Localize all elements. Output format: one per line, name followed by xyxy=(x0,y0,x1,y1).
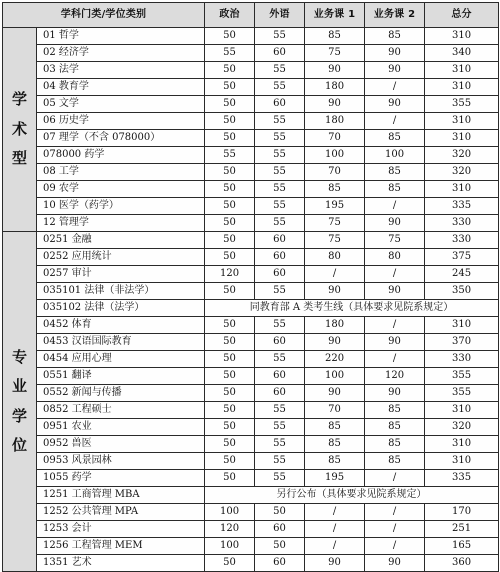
subject-name: 0452 体育 xyxy=(37,317,205,334)
table-row xyxy=(3,419,499,436)
table-row xyxy=(3,555,499,572)
table-row xyxy=(3,164,499,181)
subject-name: 0952 兽医 xyxy=(37,436,205,453)
subject-name: 1055 药学 xyxy=(37,470,205,487)
subject-name: 07 理学（不含 078000） xyxy=(37,130,205,147)
course1-score: 80 xyxy=(305,249,365,266)
course1-score: 90 xyxy=(305,334,365,351)
subject-name: 03 法学 xyxy=(37,62,205,79)
foreign-score: 55 xyxy=(255,317,305,334)
table-row xyxy=(3,402,499,419)
subject-name: 05 文学 xyxy=(37,96,205,113)
course1-score: 85 xyxy=(305,453,365,470)
course2-score: 90 xyxy=(365,215,425,232)
foreign-score: 55 xyxy=(255,215,305,232)
foreign-score: 60 xyxy=(255,249,305,266)
table-row xyxy=(3,215,499,232)
table-row xyxy=(3,487,499,504)
total-score: 245 xyxy=(425,266,499,283)
category-char: 型 xyxy=(11,149,27,168)
subject-name: 08 工学 xyxy=(37,164,205,181)
course2-score: 90 xyxy=(365,62,425,79)
category-label xyxy=(3,232,37,572)
total-score: 355 xyxy=(425,96,499,113)
category-char: 位 xyxy=(11,436,27,454)
table-row xyxy=(3,351,499,368)
header-course-2: 业务课 2 xyxy=(365,3,425,28)
course2-score: / xyxy=(365,113,425,130)
politics-score: 50 xyxy=(205,470,255,487)
header-total: 总分 xyxy=(425,3,499,28)
course2-score: 75 xyxy=(365,232,425,249)
foreign-score: 55 xyxy=(255,283,305,300)
course2-score: 100 xyxy=(365,147,425,164)
total-score: 350 xyxy=(425,283,499,300)
course1-score: 75 xyxy=(305,45,365,62)
politics-score: 50 xyxy=(205,28,255,45)
politics-score: 50 xyxy=(205,436,255,453)
total-score: 310 xyxy=(425,79,499,96)
total-score: 165 xyxy=(425,538,499,555)
table-row xyxy=(3,45,499,62)
politics-score: 50 xyxy=(205,96,255,113)
foreign-score: 55 xyxy=(255,198,305,215)
course1-score: 70 xyxy=(305,402,365,419)
header-politics: 政治 xyxy=(205,3,255,28)
table-row xyxy=(3,147,499,164)
subject-name: 12 管理学 xyxy=(37,215,205,232)
politics-score: 50 xyxy=(205,130,255,147)
foreign-score: 60 xyxy=(255,555,305,572)
politics-score: 100 xyxy=(205,538,255,555)
course1-score: 90 xyxy=(305,283,365,300)
course1-score: 85 xyxy=(305,436,365,453)
course2-score: / xyxy=(365,538,425,555)
foreign-score: 55 xyxy=(255,147,305,164)
course2-score: 85 xyxy=(365,402,425,419)
table-row xyxy=(3,334,499,351)
subject-name: 0252 应用统计 xyxy=(37,249,205,266)
course1-score: / xyxy=(305,266,365,283)
politics-score: 50 xyxy=(205,232,255,249)
table-row xyxy=(3,300,499,317)
course2-score: / xyxy=(365,317,425,334)
row-note: 同教育部 A 类考生线（具体要求见院系规定） xyxy=(205,300,499,317)
course1-score: 180 xyxy=(305,317,365,334)
course1-score: / xyxy=(305,521,365,538)
foreign-score: 55 xyxy=(255,419,305,436)
foreign-score: 55 xyxy=(255,436,305,453)
foreign-score: 55 xyxy=(255,351,305,368)
politics-score: 50 xyxy=(205,453,255,470)
subject-name: 0454 应用心理 xyxy=(37,351,205,368)
subject-name: 10 医学（药学） xyxy=(37,198,205,215)
politics-score: 50 xyxy=(205,249,255,266)
course1-score: 85 xyxy=(305,181,365,198)
subject-name: 09 农学 xyxy=(37,181,205,198)
foreign-score: 50 xyxy=(255,504,305,521)
course1-score: 70 xyxy=(305,164,365,181)
table-row xyxy=(3,453,499,470)
total-score: 320 xyxy=(425,147,499,164)
foreign-score: 60 xyxy=(255,266,305,283)
table-row xyxy=(3,266,499,283)
subject-name: 0453 汉语国际教育 xyxy=(37,334,205,351)
course1-score: / xyxy=(305,504,365,521)
subject-name: 0251 金融 xyxy=(37,232,205,249)
table-row xyxy=(3,28,499,45)
course1-score: 75 xyxy=(305,232,365,249)
category-char: 学 xyxy=(11,406,27,425)
table-row xyxy=(3,232,499,249)
course2-score: 120 xyxy=(365,368,425,385)
foreign-score: 55 xyxy=(255,402,305,419)
total-score: 310 xyxy=(425,317,499,334)
course2-score: 85 xyxy=(365,453,425,470)
total-score: 320 xyxy=(425,164,499,181)
table-row xyxy=(3,113,499,130)
course1-score: 75 xyxy=(305,215,365,232)
course1-score: 220 xyxy=(305,351,365,368)
table-row xyxy=(3,521,499,538)
total-score: 310 xyxy=(425,28,499,45)
course2-score: 85 xyxy=(365,130,425,147)
table-row xyxy=(3,436,499,453)
header-row xyxy=(3,3,499,28)
course1-score: 70 xyxy=(305,130,365,147)
foreign-score: 50 xyxy=(255,538,305,555)
politics-score: 50 xyxy=(205,62,255,79)
total-score: 310 xyxy=(425,62,499,79)
total-score: 310 xyxy=(425,453,499,470)
total-score: 310 xyxy=(425,402,499,419)
subject-name: 035102 法律（法学） xyxy=(37,300,205,317)
header-subject: 学科门类/学位类别 xyxy=(3,3,205,28)
course2-score: / xyxy=(365,504,425,521)
politics-score: 50 xyxy=(205,351,255,368)
total-score: 335 xyxy=(425,198,499,215)
foreign-score: 60 xyxy=(255,521,305,538)
course2-score: 85 xyxy=(365,181,425,198)
foreign-score: 55 xyxy=(255,164,305,181)
score-table xyxy=(2,2,499,572)
course2-score: / xyxy=(365,470,425,487)
subject-name: 06 历史学 xyxy=(37,113,205,130)
course2-score: 85 xyxy=(365,28,425,45)
course1-score: 195 xyxy=(305,470,365,487)
total-score: 310 xyxy=(425,113,499,130)
foreign-score: 60 xyxy=(255,96,305,113)
course2-score: 85 xyxy=(365,436,425,453)
course2-score: / xyxy=(365,351,425,368)
total-score: 251 xyxy=(425,521,499,538)
total-score: 360 xyxy=(425,555,499,572)
subject-name: 04 教育学 xyxy=(37,79,205,96)
politics-score: 50 xyxy=(205,181,255,198)
table-body xyxy=(3,28,499,572)
politics-score: 50 xyxy=(205,402,255,419)
course2-score: / xyxy=(365,198,425,215)
course2-score: 90 xyxy=(365,96,425,113)
course2-score: 85 xyxy=(365,419,425,436)
table-row xyxy=(3,538,499,555)
foreign-score: 55 xyxy=(255,113,305,130)
course2-score: 90 xyxy=(365,385,425,402)
politics-score: 50 xyxy=(205,555,255,572)
total-score: 330 xyxy=(425,215,499,232)
subject-name: 1351 艺术 xyxy=(37,555,205,572)
politics-score: 120 xyxy=(205,266,255,283)
header-course-1: 业务课 1 xyxy=(305,3,365,28)
total-score: 310 xyxy=(425,130,499,147)
politics-score: 50 xyxy=(205,368,255,385)
course1-score: 180 xyxy=(305,113,365,130)
course2-score: 90 xyxy=(365,45,425,62)
foreign-score: 55 xyxy=(255,453,305,470)
subject-name: 0953 风景园林 xyxy=(37,453,205,470)
table-row xyxy=(3,368,499,385)
politics-score: 50 xyxy=(205,317,255,334)
course1-score: 85 xyxy=(305,28,365,45)
category-char: 术 xyxy=(11,119,27,138)
total-score: 330 xyxy=(425,232,499,249)
course1-score: 195 xyxy=(305,198,365,215)
subject-name: 035101 法律（非法学） xyxy=(37,283,205,300)
total-score: 370 xyxy=(425,334,499,351)
politics-score: 50 xyxy=(205,215,255,232)
course2-score: / xyxy=(365,266,425,283)
foreign-score: 60 xyxy=(255,368,305,385)
course1-score: 100 xyxy=(305,147,365,164)
course1-score: 90 xyxy=(305,62,365,79)
course1-score: 100 xyxy=(305,368,365,385)
table-row xyxy=(3,62,499,79)
course1-score: 90 xyxy=(305,385,365,402)
header-foreign-language: 外语 xyxy=(255,3,305,28)
politics-score: 120 xyxy=(205,521,255,538)
total-score: 330 xyxy=(425,351,499,368)
course1-score: / xyxy=(305,538,365,555)
total-score: 310 xyxy=(425,181,499,198)
table-row xyxy=(3,130,499,147)
course1-score: 90 xyxy=(305,555,365,572)
subject-name: 0951 农业 xyxy=(37,419,205,436)
foreign-score: 60 xyxy=(255,232,305,249)
subject-name: 0852 工程硕士 xyxy=(37,402,205,419)
subject-name: 02 经济学 xyxy=(37,45,205,62)
category-label xyxy=(3,28,37,232)
course2-score: / xyxy=(365,521,425,538)
politics-score: 50 xyxy=(205,198,255,215)
total-score: 375 xyxy=(425,249,499,266)
category-char: 专 xyxy=(11,347,27,366)
course1-score: 85 xyxy=(305,419,365,436)
table-row xyxy=(3,470,499,487)
politics-score: 50 xyxy=(205,334,255,351)
subject-name: 078000 药学 xyxy=(37,147,205,164)
foreign-score: 55 xyxy=(255,62,305,79)
total-score: 355 xyxy=(425,385,499,402)
foreign-score: 55 xyxy=(255,79,305,96)
table-row xyxy=(3,317,499,334)
politics-score: 50 xyxy=(205,113,255,130)
row-note: 另行公布（具体要求见院系规定） xyxy=(205,487,499,504)
total-score: 320 xyxy=(425,419,499,436)
foreign-score: 60 xyxy=(255,385,305,402)
table-row xyxy=(3,96,499,113)
category-char: 学 xyxy=(11,90,27,109)
course2-score: 90 xyxy=(365,555,425,572)
subject-name: 1252 公共管理 MPA xyxy=(37,504,205,521)
politics-score: 55 xyxy=(205,45,255,62)
subject-name: 0552 新闻与传播 xyxy=(37,385,205,402)
table-row xyxy=(3,198,499,215)
total-score: 335 xyxy=(425,470,499,487)
foreign-score: 55 xyxy=(255,28,305,45)
politics-score: 50 xyxy=(205,283,255,300)
course1-score: 180 xyxy=(305,79,365,96)
course1-score: 90 xyxy=(305,96,365,113)
foreign-score: 60 xyxy=(255,334,305,351)
course2-score: / xyxy=(365,79,425,96)
foreign-score: 55 xyxy=(255,130,305,147)
total-score: 170 xyxy=(425,504,499,521)
course2-score: 90 xyxy=(365,334,425,351)
subject-name: 1253 会计 xyxy=(37,521,205,538)
foreign-score: 55 xyxy=(255,181,305,198)
subject-name: 0257 审计 xyxy=(37,266,205,283)
foreign-score: 60 xyxy=(255,45,305,62)
table-header xyxy=(3,3,499,28)
course2-score: 90 xyxy=(365,283,425,300)
politics-score: 50 xyxy=(205,164,255,181)
table-row xyxy=(3,181,499,198)
politics-score: 55 xyxy=(205,147,255,164)
table-row xyxy=(3,249,499,266)
foreign-score: 55 xyxy=(255,470,305,487)
total-score: 310 xyxy=(425,436,499,453)
table-row xyxy=(3,385,499,402)
subject-name: 01 哲学 xyxy=(37,28,205,45)
course2-score: 80 xyxy=(365,249,425,266)
total-score: 355 xyxy=(425,368,499,385)
table-row xyxy=(3,79,499,96)
politics-score: 100 xyxy=(205,504,255,521)
politics-score: 50 xyxy=(205,79,255,96)
politics-score: 50 xyxy=(205,419,255,436)
course2-score: 85 xyxy=(365,164,425,181)
total-score: 340 xyxy=(425,45,499,62)
politics-score: 50 xyxy=(205,385,255,402)
subject-name: 1251 工商管理 MBA xyxy=(37,487,205,504)
table-row xyxy=(3,283,499,300)
subject-name: 1256 工程管理 MEM xyxy=(37,538,205,555)
subject-name: 0551 翻译 xyxy=(37,368,205,385)
table-row xyxy=(3,504,499,521)
category-char: 业 xyxy=(11,377,27,395)
